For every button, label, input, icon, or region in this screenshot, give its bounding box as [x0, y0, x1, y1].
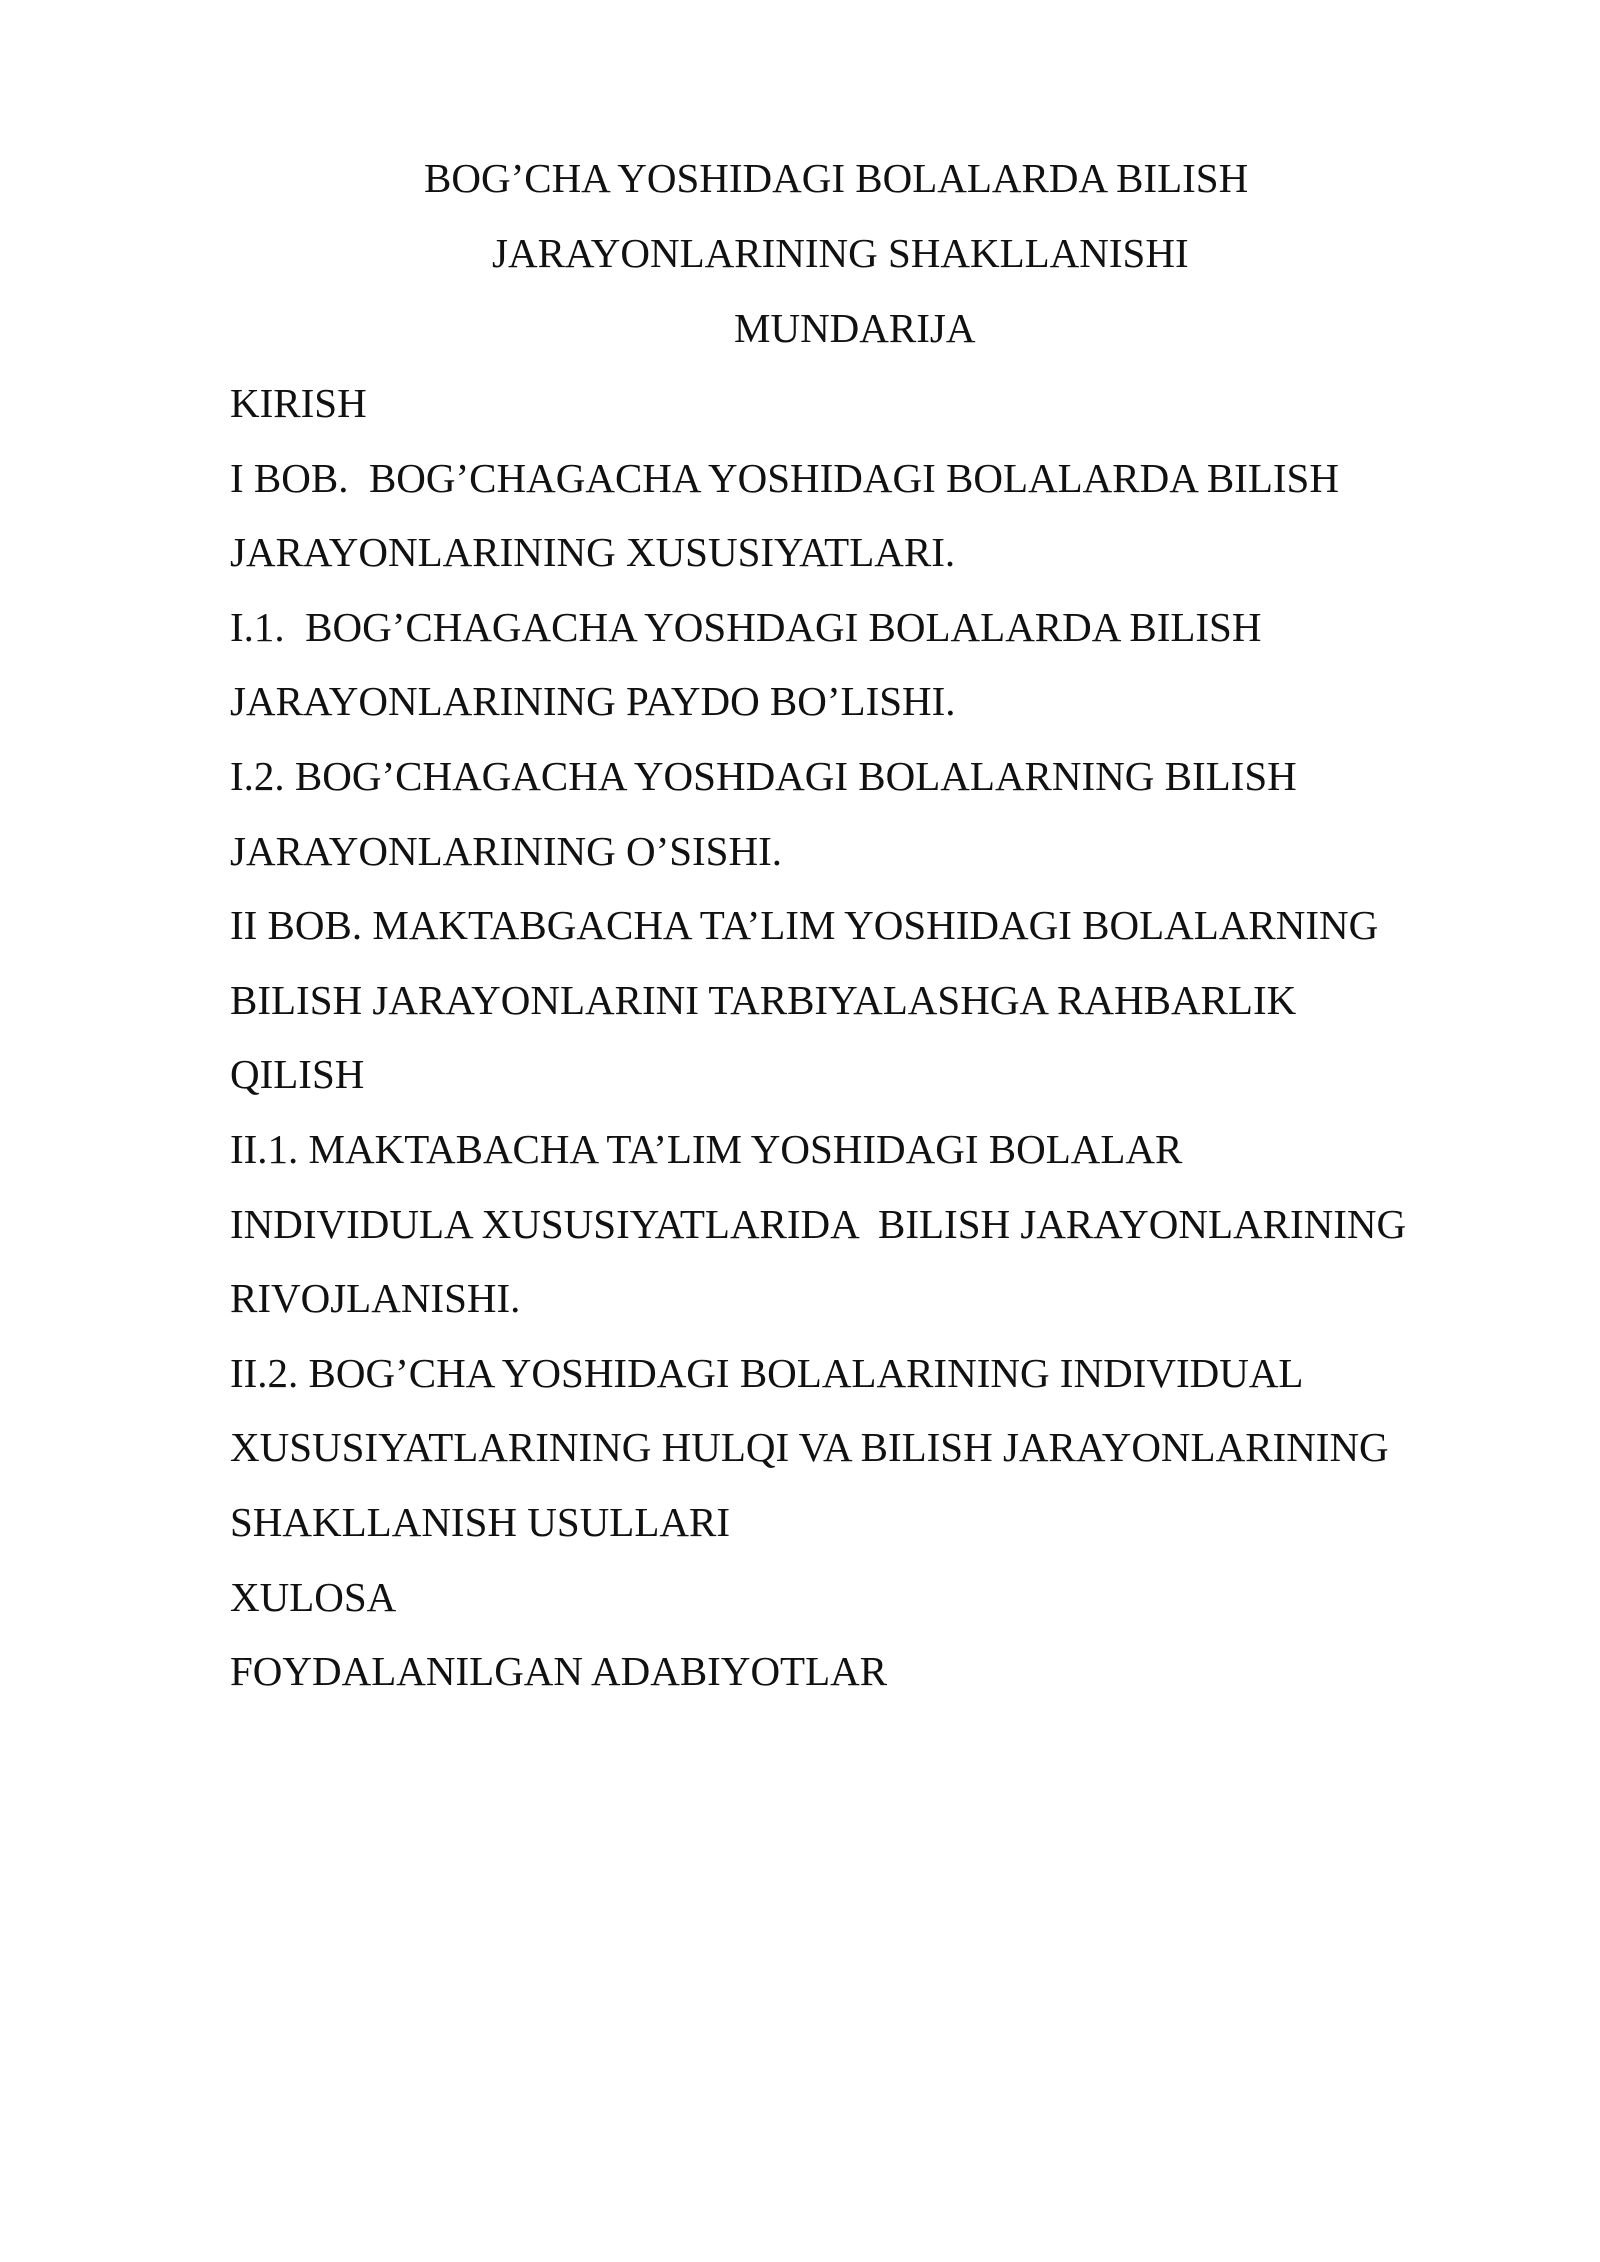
toc-line: JARAYONLARINING PAYDO BO’LISHI.: [230, 678, 956, 725]
contents-heading: MUNDARIJA: [734, 305, 976, 351]
toc-line: RIVOJLANISHI.: [230, 1275, 521, 1322]
toc-line: JARAYONLARINING XUSUSIYATLARI.: [230, 529, 956, 576]
toc-line: INDIVIDULA XUSUSIYATLARIDA BILISH JARAYONLARINING: [230, 1200, 1407, 1247]
toc-line: JARAYONLARINING O’SISHI.: [230, 827, 782, 874]
toc-line: XULOSA: [230, 1573, 397, 1620]
toc-line: QILISH: [230, 1051, 365, 1098]
document-title-line-1: BOG’CHA YOSHIDAGI BOLALARDA BILISH: [424, 155, 1249, 201]
toc-line: I.2. BOG’CHAGACHA YOSHDAGI BOLALARNING BILISH: [230, 752, 1297, 799]
toc-line: I BOB. BOG’CHAGACHA YOSHIDAGI BOLALARDA BILISH: [230, 454, 1339, 501]
toc-line: II.1. MAKTABACHA TA’LIM YOSHIDAGI BOLALAR: [230, 1125, 1183, 1172]
toc-line: BILISH JARAYONLARINI TARBIYALASHGA RAHBARLIK: [230, 976, 1297, 1023]
toc-line: KIRISH: [230, 380, 367, 426]
table-of-contents: [230, 373, 1570, 1716]
toc-line: XUSUSIYATLARINING HULQI VA BILISH JARAYONLARINING: [230, 1424, 1389, 1471]
toc-line: SHAKLLANISH USULLARI: [230, 1498, 730, 1545]
toc-line: II BOB. MAKTABGACHA TA’LIM YOSHIDAGI BOLALARNING: [230, 902, 1379, 949]
document-title-line-2: JARAYONLARINING SHAKLLANISHI: [492, 230, 1189, 276]
toc-line: I.1. BOG’CHAGACHA YOSHDAGI BOLALARDA BILISH: [230, 603, 1262, 650]
toc-line: FOYDALANILGAN ADABIYOTLAR: [230, 1648, 888, 1695]
toc-line: II.2. BOG’CHA YOSHIDAGI BOLALARINING INDIVIDUAL: [230, 1349, 1304, 1396]
title-block: [0, 148, 1600, 373]
